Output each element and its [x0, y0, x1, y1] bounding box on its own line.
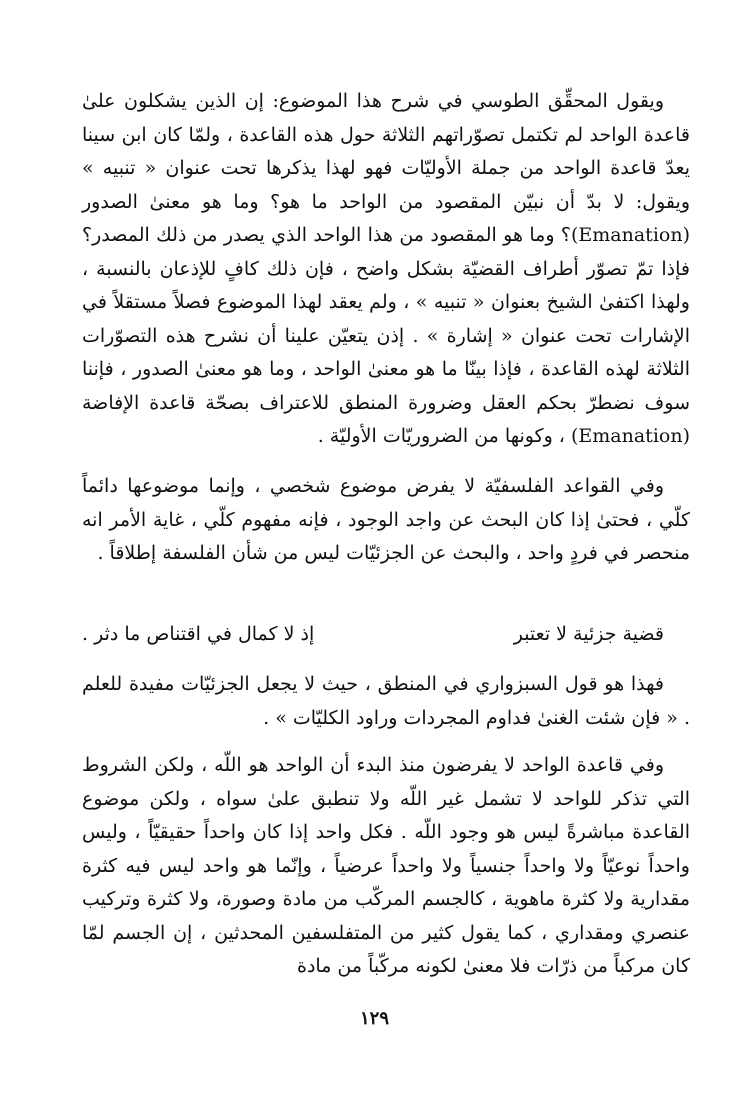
- poetry-verse: [82, 617, 690, 651]
- paragraph-text: وفي قاعدة الواحد لا يفرضون منذ البدء أن الواحد هو اللّه ، ولكن الشروط التي تذكر للواحد لا تشمل غير اللّه ولا تنطبق علىٰ سواه ، ولكن موضوع القاعدة مباشرةً ليس هو وجود اللّه . فكل واحد إذا كان واحداً حقيقيّاً ، وليس واحداً نوعيّاً ولا واحداً جنسياً ولا واحداً عرضياً ، وإنّما هو واحد ليس فيه كثرة مقدارية ولا كثرة ماهوية ، كالجسم المركّب من مادة وصورة، ولا كثرة وتركيب عنصري ومقداري ، كما يقول كثير من المتفلسفين المحدثين ، إن الجسم لمّا كان مركباً من ذرّات فلا معنىٰ لكونه مركّباً من مادة: [82, 754, 690, 977]
- verse-first-hemistich: قضية جزئية لا تعتبر: [513, 623, 664, 645]
- paragraph-rule-of-one: [82, 749, 690, 984]
- paragraph-text: ويقول المحقِّق الطوسي في شرح هذا الموضوع: إن الذين يشكلون علىٰ قاعدة الواحد لم تكتمل تصوّراتهم الثلاثة حول هذه القاعدة ، ولمّا كان ابن سينا يعدّ قاعدة الواحد من جملة الأوليّات فهو لهذا يذكرها تحت عنوان « تنبيه » ويقول: لا بدّ أن نبيّن المقصود من الواحد ما هو؟ وما هو معنىٰ الصدور (Emanation)؟ وما هو المقصود من هذا الواحد الذي يصدر من ذلك المصدر؟ فإذا تمّ تصوّر أطراف القضيّة بشكل واضح ، فإن ذلك كافٍ للإذعان بالنسبة ، ولهذا اكتفىٰ الشيخ بعنوان « تنبيه » ، ولم يعقد لهذا الموضوع فصلاً مستقلاً في الإشارات تحت عنوان « إشارة » . إذن يتعيّن علينا أن نشرح هذه التصوّرات الثلاثة لهذه القاعدة ، فإذا بينّا ما هو معنىٰ الواحد ، وما هو معنىٰ الصدور ، فإننا سوف نضطرّ بحكم العقل وضرورة المنطق للاعتراف بصحّة قاعدة الإفاضة (Emanation) ، وكونها من الضروريّات الأوليّة .: [82, 90, 690, 447]
- paragraph-text: فهذا هو قول السبزواري في المنطق ، حيث لا يجعل الجزئيّات مفيدة للعلم . « فإن شئت الغنىٰ فداوم المجردات وراود الكليّات » .: [82, 673, 690, 729]
- paragraph-tusi-commentary: [82, 85, 690, 454]
- paragraph-philosophical-rules: [82, 470, 690, 571]
- paragraph-sabzawari: [82, 668, 690, 735]
- verse-second-hemistich: إذ لا كمال في اقتناص ما دثر .: [82, 623, 315, 645]
- page-number: ١٢٩: [359, 1008, 389, 1029]
- paragraph-text: وفي القواعد الفلسفيّة لا يفرض موضوع شخصي ، وإنما موضوعها دائماً كلّي ، فحتىٰ إذا كان البحث عن واجد الوجود ، فإنه مفهوم كلّي ، غاية الأمر انه منحصر في فردٍ واحد ، والبحث عن الجزئيّات ليس من شأن الفلسفة إطلاقاً .: [82, 475, 690, 564]
